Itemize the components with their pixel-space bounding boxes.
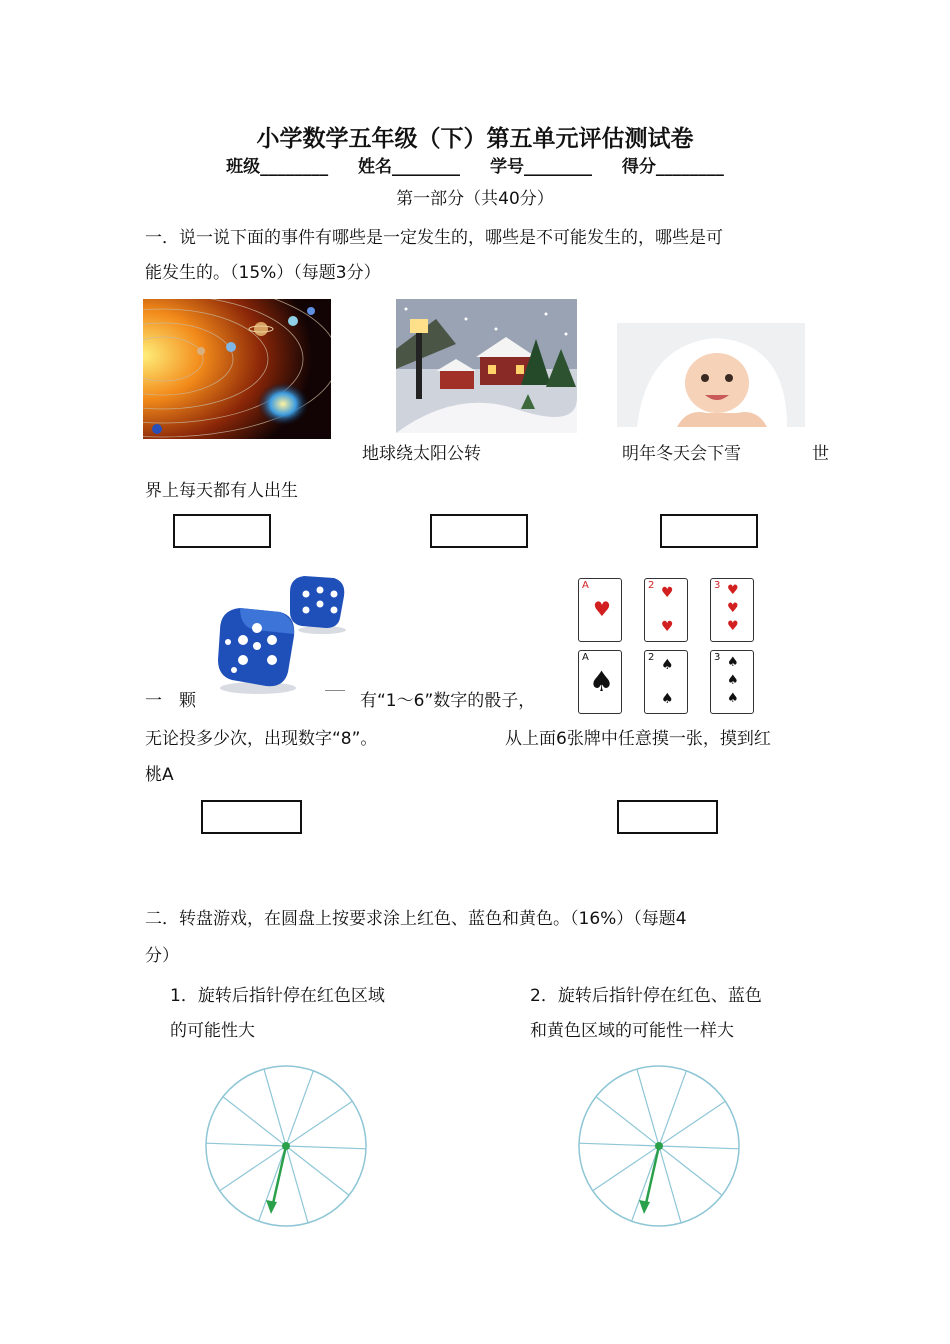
dice-image	[210, 572, 350, 697]
spinner-wheel-1[interactable]	[200, 1060, 372, 1232]
dice-text-part1: 一 颗	[145, 691, 196, 711]
spinner-wheel-2[interactable]	[573, 1060, 745, 1232]
spinner-hub	[282, 1142, 290, 1150]
student-info-line	[0, 152, 950, 177]
card-rank: 3	[714, 580, 721, 591]
part-heading: 第一部分（共40分）	[396, 189, 554, 209]
name-blank: ________	[392, 157, 461, 177]
heart-icon: ♥	[727, 619, 739, 634]
caption-earth-orbit: 地球绕太阳公转	[362, 444, 481, 464]
heart-icon: ♥	[727, 583, 739, 598]
q2-sub1-line2: 的可能性大	[170, 1021, 255, 1041]
class-blank: ________	[260, 157, 329, 177]
spade-icon: ♠	[727, 655, 739, 670]
divider	[325, 690, 345, 691]
score-field[interactable]	[622, 152, 724, 177]
spade-icon: ♠	[727, 691, 739, 706]
q1-line2: 能发生的。（15%）（每题3分）	[145, 263, 381, 283]
spinner-hub	[655, 1142, 663, 1150]
card-rank: 3	[714, 652, 721, 663]
dice-text-part3: 无论投多少次，出现数字“8”。	[145, 729, 378, 749]
answer-box-cards[interactable]	[617, 800, 718, 834]
card-three-hearts	[710, 578, 754, 642]
spade-icon: ♠	[727, 673, 739, 688]
spinner-wheel-2-graphic	[573, 1060, 745, 1232]
heart-icon: ♥	[661, 619, 674, 635]
q2-sub1-line1: 1．旋转后指针停在红色区域	[170, 986, 385, 1006]
spinner-wheel-1-graphic	[200, 1060, 372, 1232]
number-field[interactable]	[490, 152, 592, 177]
card-rank: 2	[648, 580, 655, 591]
class-field[interactable]	[226, 152, 328, 177]
score-label: 得分	[621, 157, 656, 177]
card-text-part1: 从上面6张牌中任意摸一张，摸到红	[505, 729, 771, 749]
caption-snow: 明年冬天会下雪	[622, 444, 741, 464]
q2-line1: 二．转盘游戏，在圆盘上按要求涂上红色、蓝色和黄色。（16%）（每题4	[145, 909, 687, 929]
score-blank: ________	[655, 157, 724, 177]
card-three-spades	[710, 650, 754, 714]
heart-icon: ♥	[593, 597, 611, 621]
answer-box-earth[interactable]	[173, 514, 271, 548]
spade-icon: ♠	[661, 691, 674, 707]
spade-icon: ♠	[661, 657, 674, 673]
card-ace-spades	[578, 650, 622, 714]
solar-system-image	[143, 299, 331, 439]
answer-box-dice[interactable]	[201, 800, 302, 834]
q1-line1: 一．说一说下面的事件有哪些是一定发生的，哪些是不可能发生的，哪些是可	[145, 228, 723, 248]
winter-scene-image	[396, 299, 577, 433]
card-two-hearts	[644, 578, 688, 642]
class-label: 班级	[226, 157, 261, 177]
number-label: 学号	[489, 157, 524, 177]
number-blank: ________	[523, 157, 592, 177]
q2-line2: 分）	[145, 946, 179, 966]
card-text-part2: 桃A	[145, 765, 174, 785]
card-two-spades	[644, 650, 688, 714]
caption-birth-part2: 界上每天都有人出生	[145, 481, 298, 501]
name-field[interactable]	[358, 152, 460, 177]
playing-cards-grid	[578, 578, 760, 716]
name-label: 姓名	[358, 157, 393, 177]
answer-box-birth[interactable]	[660, 514, 758, 548]
baby-photo	[617, 323, 805, 427]
caption-birth-part1: 世	[812, 444, 829, 464]
card-rank: A	[582, 652, 589, 663]
answer-box-snow[interactable]	[430, 514, 528, 548]
page-title: 小学数学五年级（下）第五单元评估测试卷	[256, 126, 694, 152]
q2-sub2-line1: 2．旋转后指针停在红色、蓝色	[530, 986, 762, 1006]
dice-text-part2: 有“1～6”数字的骰子，	[360, 691, 536, 711]
spade-icon: ♠	[589, 665, 615, 698]
card-rank: 2	[648, 652, 655, 663]
card-ace-hearts	[578, 578, 622, 642]
heart-icon: ♥	[661, 585, 674, 601]
card-rank: A	[582, 580, 589, 591]
q2-sub2-line2: 和黄色区域的可能性一样大	[530, 1021, 734, 1041]
heart-icon: ♥	[727, 601, 739, 616]
